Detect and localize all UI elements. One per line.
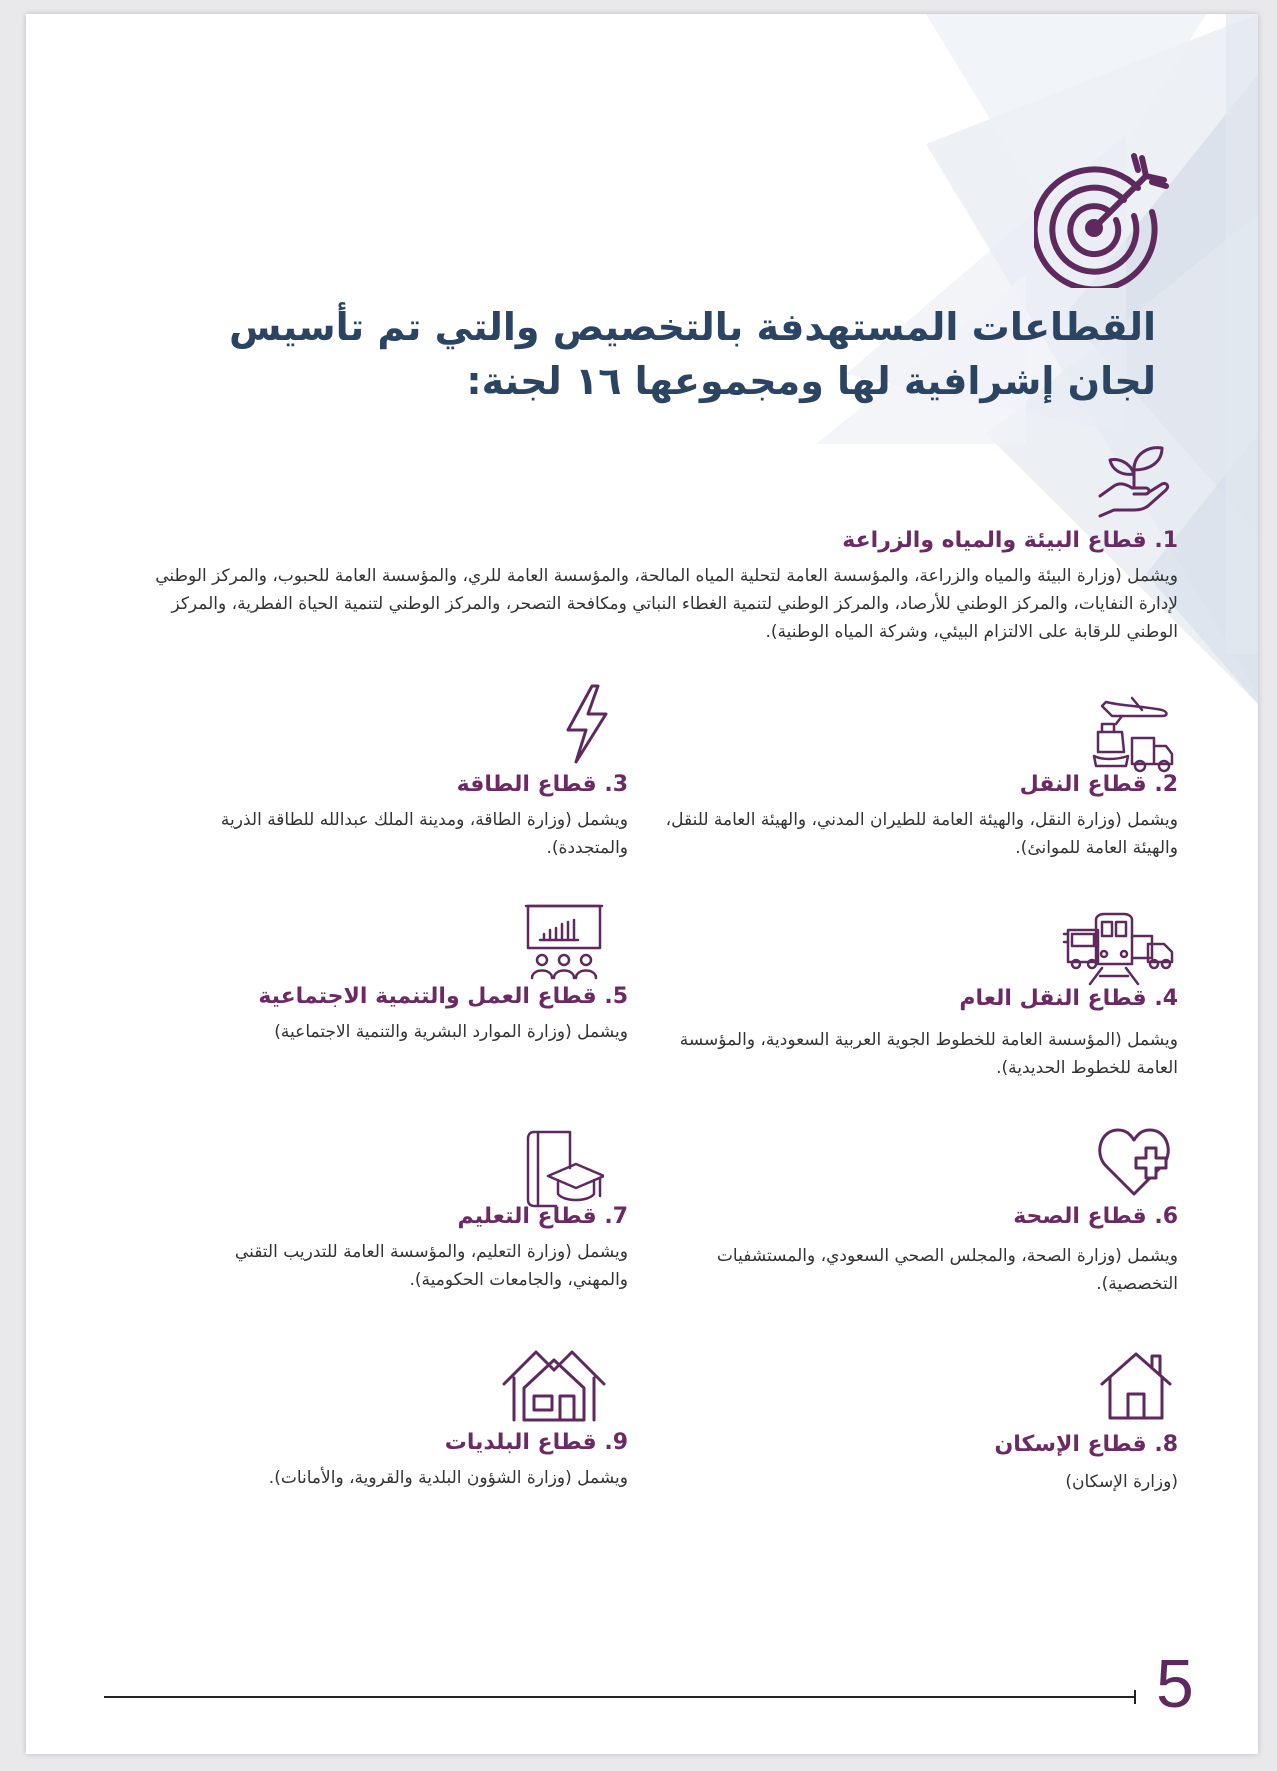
sector-6-body: ويشمل (وزارة الصحة، والمجلس الصحي السعودي، والمستشفيات التخصصية).	[716, 1246, 1178, 1294]
sector-9-body: ويشمل (وزارة الشؤون البلدية والقروية، والأمانات).	[268, 1468, 628, 1488]
document-page	[26, 14, 1258, 1754]
sector-5-body: ويشمل (وزارة الموارد البشرية والتنمية الاجتماعية)	[274, 1022, 628, 1042]
municipal-houses-icon	[502, 1348, 606, 1422]
lightning-icon	[562, 684, 612, 764]
book-graduation-cap-icon	[524, 1128, 604, 1212]
sector-8-body: (وزارة الإسكان)	[1065, 1472, 1178, 1492]
heart-plus-icon	[1096, 1124, 1172, 1200]
sector-6-title: 6. قطاع الصحة	[1013, 1204, 1178, 1229]
public-transport-icon	[1060, 912, 1176, 986]
sector-3-title: 3. قطاع الطاقة	[456, 772, 628, 797]
page-title: القطاعات المستهدفة بالتخصيص والتي تم تأسيس لجان إشرافية لها ومجموعها ١٦ لجنة:	[229, 305, 1156, 403]
sector-4-body: ويشمل (المؤسسة العامة للخطوط الجوية العربية السعودية، والمؤسسة العامة للخطوط الحديدية).	[679, 1030, 1178, 1078]
sector-4-title: 4. قطاع النقل العام	[959, 986, 1178, 1011]
target-icon	[1034, 152, 1170, 288]
sector-2-body: ويشمل (وزارة النقل، والهيئة العامة للطيران المدني، والهيئة العامة للنقل، والهيئة العامة للموانئ).	[665, 810, 1178, 858]
footer-rule	[104, 1696, 1134, 1698]
sector-2-title: 2. قطاع النقل	[1019, 772, 1178, 797]
page-number: 5	[1156, 1646, 1194, 1722]
transport-icon	[1092, 694, 1174, 776]
sector-8-title: 8. قطاع الإسكان	[994, 1432, 1178, 1457]
presentation-board-icon	[524, 902, 604, 982]
sector-5-title: 5. قطاع العمل والتنمية الاجتماعية	[258, 984, 628, 1009]
footer-rule-tick	[1134, 1690, 1136, 1704]
sector-3-body: ويشمل (وزارة الطاقة، ومدينة الملك عبدالله للطاقة الذرية والمتجددة).	[220, 810, 628, 858]
sector-9-title: 9. قطاع البلديات	[444, 1430, 628, 1455]
sector-7-body: ويشمل (وزارة التعليم، والمؤسسة العامة للتدريب التقني والمهني، والجامعات الحكومية).	[234, 1242, 628, 1290]
house-icon	[1100, 1350, 1172, 1420]
sector-1-title: 1. قطاع البيئة والمياه والزراعة	[842, 528, 1178, 553]
sector-7-title: 7. قطاع التعليم	[457, 1204, 628, 1229]
sector-1-body: ويشمل (وزارة البيئة والمياه والزراعة، والمؤسسة العامة لتحلية المياه المالحة، والمؤسسة العامة للري، والمؤسسة العامة للحبوب، والمركز الوطني لإدارة النفايات، والمركز الوطني للأرصاد، والمركز الوطني لتنمية الغطاء النباتي ومكافحة التصحر، والمركز الوطني لتنمية الحياة الفطرية، والمركز الوطني للرقابة على الالتزام البيئي، وشركة المياه الوطنية).	[155, 566, 1178, 642]
hand-plant-icon	[1096, 442, 1172, 518]
